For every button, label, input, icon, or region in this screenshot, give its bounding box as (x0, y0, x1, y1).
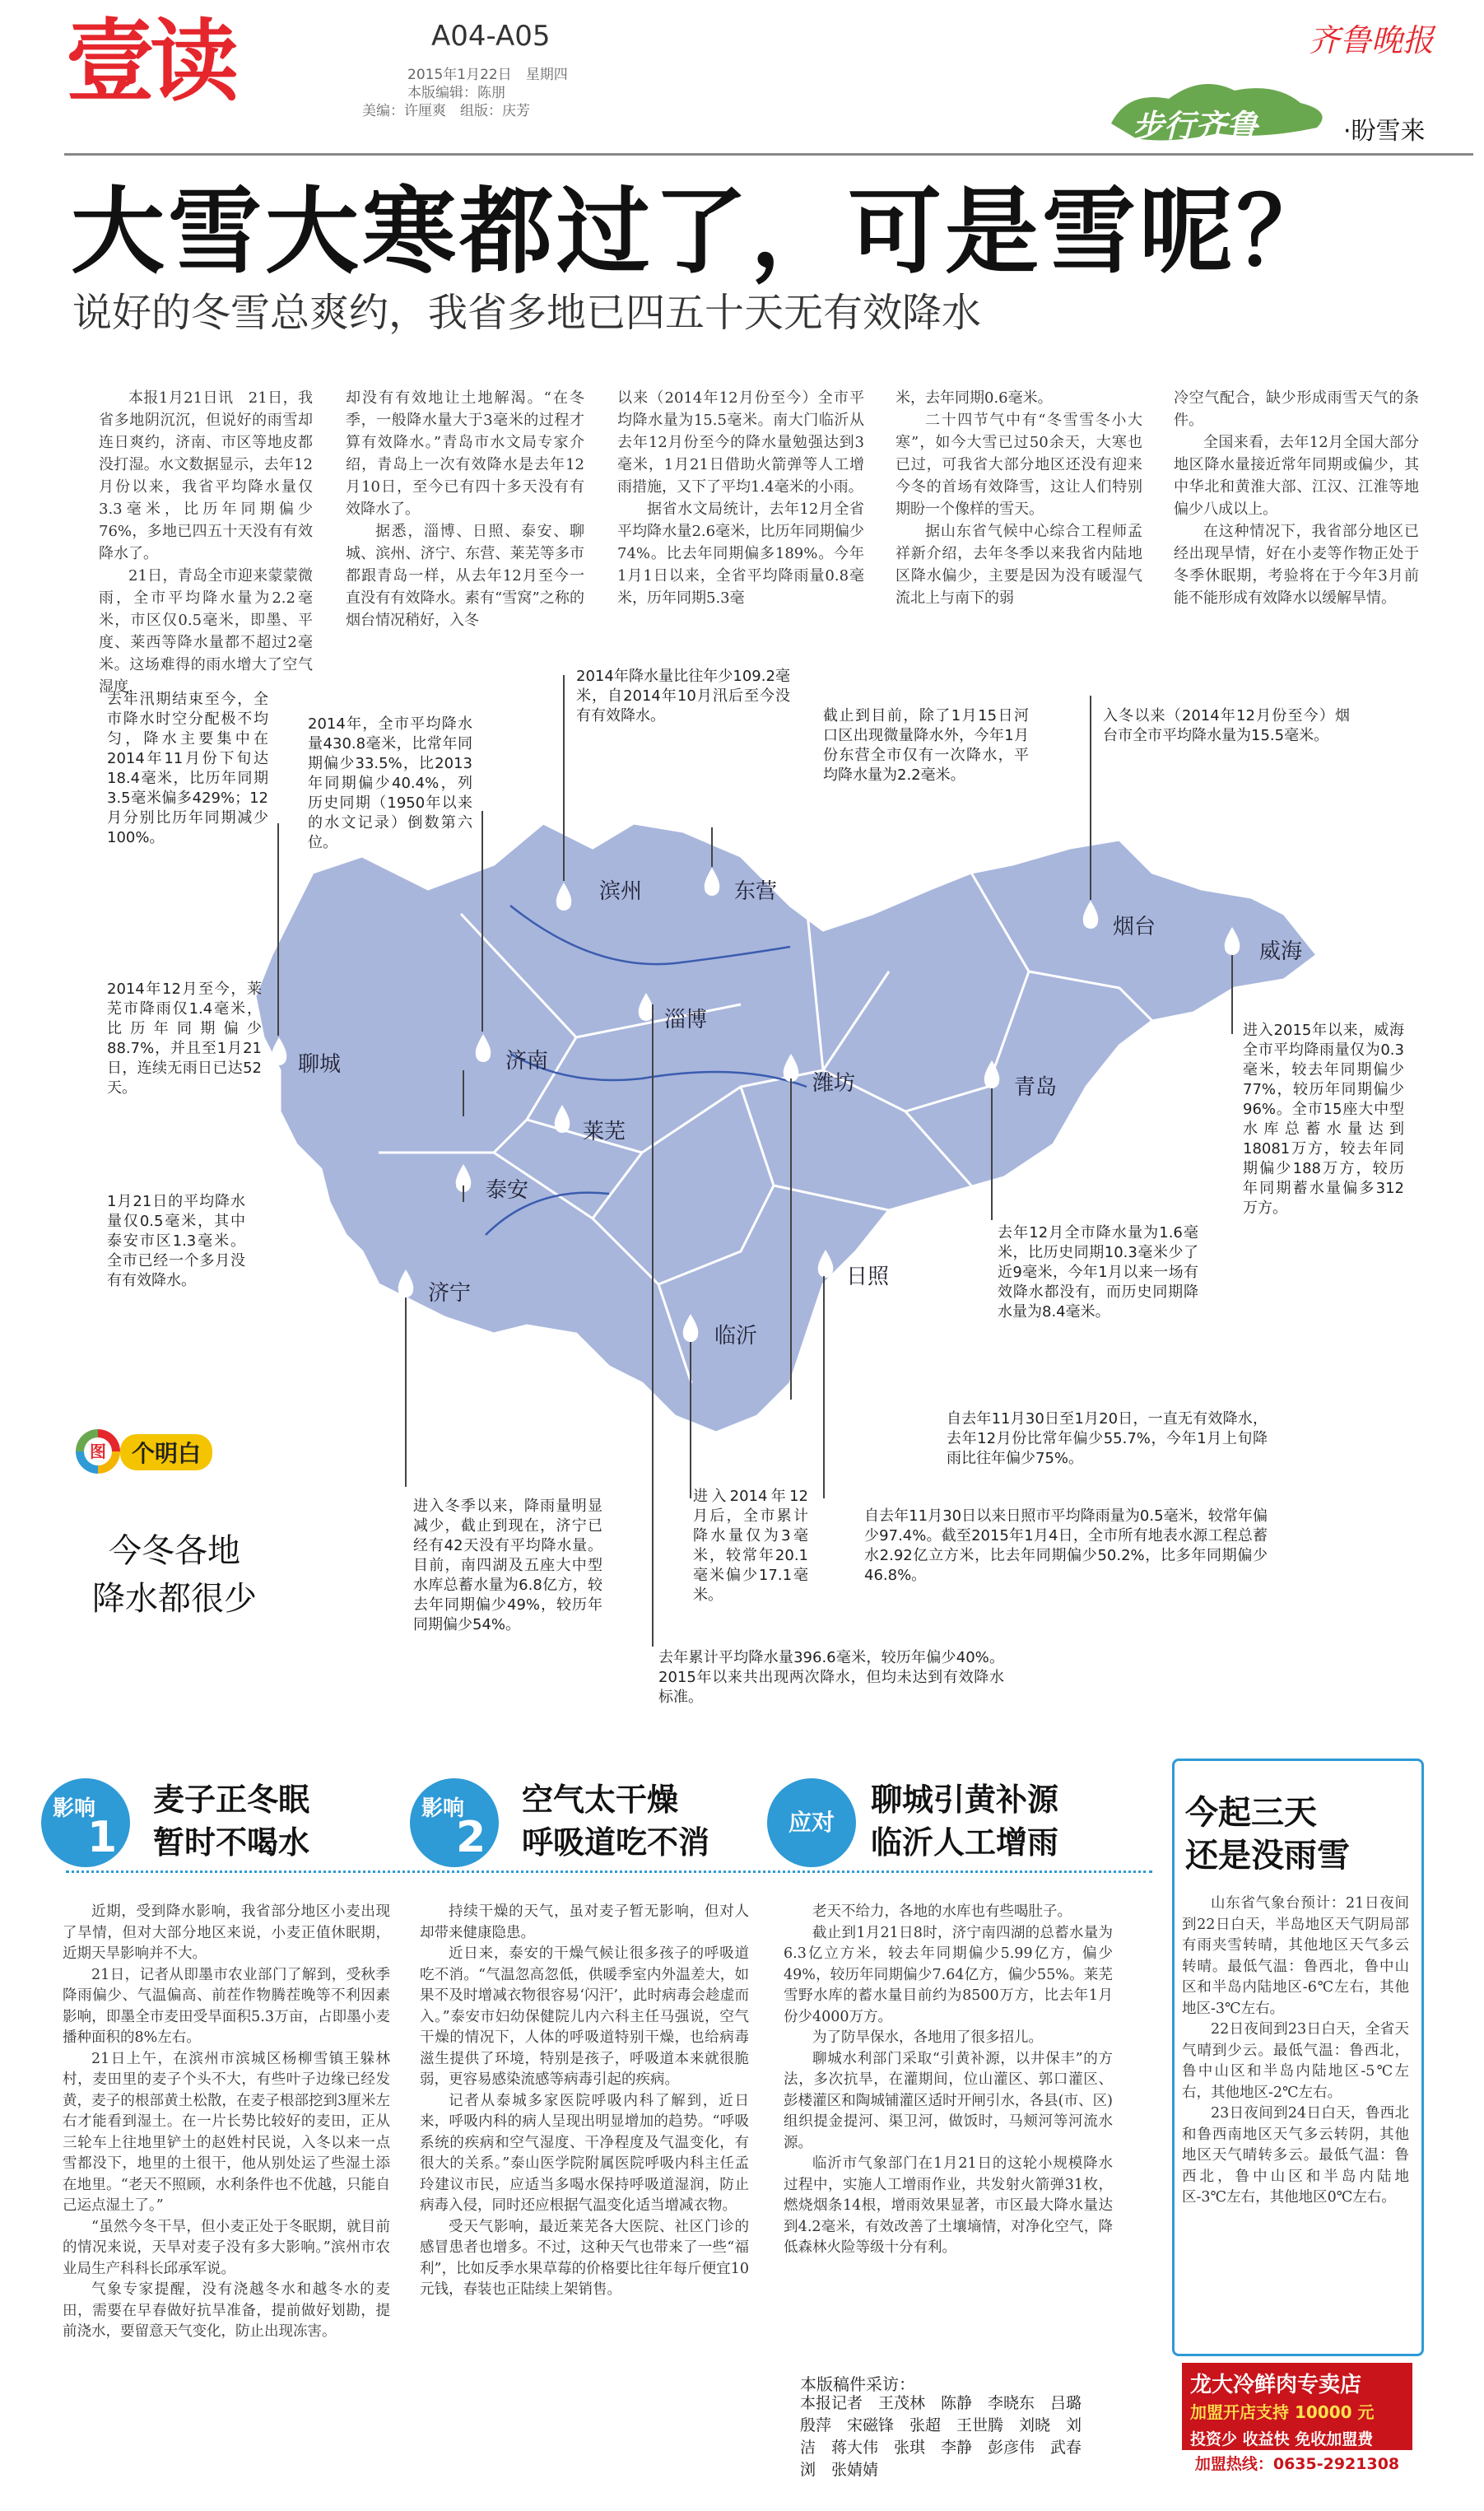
water-drop-icon (1221, 925, 1243, 957)
callout-dongying: 截止到目前，除了1月15日河口区出现微量降水外，今年1月份东营全市仅有一次降水，平均降水量为2.2毫米。 (823, 707, 1029, 784)
title-line: 还是没雨雪 (1185, 1837, 1350, 1875)
ad-line-2: 投资少 收益快 免收加盟费 (1190, 2430, 1374, 2448)
series-logo-text: 步行齐鲁 (1133, 108, 1258, 144)
badge-label: 影响 (421, 1796, 465, 1821)
paragraph: 21日上午，在滨州市滨城区杨柳雪镇王躲林村，麦田里的麦子个头不大，有些叶子边缘已经发黄，麦子的根部黄土松散，在麦子根部挖到3厘米左右才能看到湿土。在一片长势比较好的麦田，正从三轮车上往地里铲土的赵姓村民说，入冬以来一点雪都没下，地里的土很干，他从别处运了些湿土添在地里。“老天不照顾，水利条件也不优越，只能自己运点湿土了。” (63, 2050, 390, 2214)
paragraph: 临沂市气象部门在1月21日的这轮小规模降水过程中，实施人工增雨作业，共发射火箭弹31枚，燃烧烟条14根，增雨效果显著，市区最大降水量达到4.2毫米，有效改善了土壤墒情，对净化空气，降低森林火险等级十分有利。 (784, 2155, 1113, 2256)
paragraph: 聊城水利部门采取“引黄补源，以井保丰”的方法，多次抗旱，在灌期间，位山灌区、郭口灌区、彭楼灌区和陶城铺灌区适时开闸引水，各县(市、区)组织提金提河、渠卫河，做饭时，马颊河等河流水源。 (784, 2050, 1113, 2151)
callout-qingdao: 去年12月全市降水量为1.6毫米，比历史同期10.3毫米少了近9毫米，今年1月以来一场有效降水都没有，而历史同期降水量为8.4毫米。 (998, 1224, 1198, 1321)
section-3-body (784, 1902, 1113, 2259)
leader-line (823, 1276, 825, 1498)
callout-linyi: 进入2014年12月后，全市累计降水量仅为3毫米，较常年20.1毫米偏少17.1毫米。 (693, 1488, 808, 1604)
callout-binzhou: 2014年降水量比往年少109.2毫米，自2014年10月汛后至今没有有效降水。 (576, 668, 790, 724)
city-weihai: 威海 (1259, 939, 1303, 964)
ad-hotline: 加盟热线：0635-2921308 (1182, 2450, 1412, 2478)
city-yantai: 烟台 (1113, 915, 1156, 939)
water-drop-icon (268, 1036, 290, 1067)
response-badge: 应对 (767, 1778, 856, 1867)
section-4-title (1185, 1791, 1350, 1877)
leader-line (690, 1342, 691, 1498)
title-line: 今起三天 (1185, 1794, 1317, 1832)
paragraph: 冷空气配合，缺少形成雨雪天气的条件。 (1174, 389, 1419, 429)
callout-zibo: 去年累计平均降水量396.6毫米，较历年偏少40%。2015年以来共出现两次降水，但均未达到有效降水标准。 (658, 1649, 1004, 1706)
leader-line (481, 811, 483, 1032)
title-line: 暂时不喝水 (153, 1824, 310, 1861)
section-divider (66, 1870, 1152, 1873)
paragraph: 22日夜间到23日白天，全省天气晴到少云。最低气温：鲁西北，鲁中山区和半岛内陆地区-5℃左右，其他地区-2℃左右。 (1182, 2021, 1409, 2101)
brand-logo: 壹读 (66, 11, 235, 114)
paragraph: 为了防旱保水，各地用了很多招儿。 (812, 2029, 1043, 2046)
badge-number: 1 (87, 1813, 118, 1862)
water-drop-icon (472, 1032, 494, 1064)
section-4-body (1182, 1894, 1409, 2209)
paragraph: 老天不给力，各地的水库也有些喝肚子。 (812, 1903, 1072, 1920)
leader-line (652, 1004, 654, 1647)
callout-yantai: 入冬以来（2014年12月份至今）烟台市全市平均降水量为15.5毫米。 (1103, 707, 1350, 744)
paragraph: 截止到1月21日8时，济宁南四湖的总蓄水量为6.3亿立方米，较去年同期偏少5.99亿方，偏少49%，较历年同期偏少7.64亿方，偏少55%。莱芜雪野水库的蓄水量目前约为8500万方，比去年1月份少4000万方。 (784, 1924, 1113, 2025)
leader-line (790, 1078, 792, 1400)
map-caption-2: 降水都很少 (92, 1580, 257, 1618)
title-line: 聊城引黄补源 (871, 1782, 1059, 1818)
leader-line (711, 827, 713, 867)
leader-line (405, 1297, 407, 1487)
paragraph: 二十四节气中有“冬雪雪冬小大寒”，如今大雪已过50余天，大寒也已过，可我省大部分地区还没有迎来今冬的首场有效降雪，这让人们特别期盼一个像样的雪天。 (896, 412, 1142, 518)
city-qingdao: 青岛 (1014, 1075, 1058, 1100)
callout-weifang: 自去年11月30日至1月20日，一直无有效降水，去年12月份比常年偏少55.7%，今年1月上旬降雨比往年偏少75%。 (947, 1410, 1268, 1467)
callout-liaocheng-flood: 去年汛期结束至今，全市降水时空分配极不均匀，降水主要集中在2014年11月份下旬达18.4毫米，比历年同期3.5毫米偏多429%；12月分别比历年同期减少100%。 (107, 691, 268, 846)
city-jinan: 济南 (505, 1049, 549, 1074)
paragraph: 持续干燥的天气，虽对麦子暂无影响，但对人却带来健康隐患。 (420, 1903, 749, 1941)
ad-title: 龙大冷鲜肉专卖店 (1190, 2373, 1362, 2397)
title-line: 临沂人工增雨 (871, 1824, 1059, 1861)
paragraph: 据山东省气候中心综合工程师孟祥新介绍，去年冬季以来我省内陆地区降水偏少，主要是因为没有暖湿气流北上与南下的弱 (896, 523, 1142, 607)
city-jining: 济宁 (428, 1281, 472, 1306)
leader-line (1090, 696, 1091, 900)
issue-date: 2015年1月22日 星期四 (407, 67, 568, 83)
water-drop-icon (815, 1248, 836, 1279)
paragraph: 21日，青岛全市迎来蒙蒙微雨，全市平均降水量为2.2毫米，市区仅0.5毫米，即墨、平度、莱西等降水量都不超过2毫米。这场难得的雨水增大了空气湿度， (99, 567, 313, 696)
paragraph: 记者从泰城多家医院呼吸内科了解到，近日来，呼吸内科的病人呈现出明显增加的趋势。“呼吸系统的疾病和空气湿度、干净程度及气温变化，有很大的关系。”泰山医学院附属医院呼吸内科主任孟玲建议市民，应适当多喝水保持呼吸道湿润，防止病毒入侵，同时还应根据气温变化适当增减衣物。 (420, 2092, 749, 2214)
paragraph: 全国来看，去年12月全国大部分地区降水量接近常年同期或偏少，其中华北和黄淮大部、江汉、江淮等地偏少八成以上。 (1174, 434, 1419, 518)
badge-label: 影响 (53, 1796, 96, 1821)
leader-line (277, 823, 279, 1036)
impact-1-badge (41, 1778, 130, 1867)
water-drop-icon (635, 991, 657, 1023)
callout-jinan: 2014年，全市平均降水量430.8毫米，比常年同期偏少33.5%，比2013年同期偏少40.4%，列历史同期（1950年以来的水文记录）倒数第六位。 (308, 715, 472, 851)
credits: 本报记者 王茂林 陈静 李晓东 吕璐 殷萍 宋磁锋 张超 王世腾 刘晓 刘洁 蒋大伟 张琪 李静 彭彦伟 武春浏 张婧婧 (800, 2394, 1098, 2479)
water-drop-icon (553, 881, 575, 912)
section-2-body (420, 1902, 749, 2301)
callout-laiwu: 2014年12月至今，莱芜市降雨仅1.4毫米，比历年同期偏少88.7%，并且至1月21日，连续无雨日已达52天。 (107, 981, 262, 1097)
map-label-badge: 个明白 (120, 1434, 212, 1470)
callout-rizhao: 自去年11月30日以来日照市平均降雨量为0.5毫米，较常年偏少97.4%。截至2015年1月4日，全市所有地表水源工程总蓄水2.92亿立方米，比去年同期偏少50.2%，比多年同期偏少46.8%。 (864, 1507, 1268, 1584)
paragraph: 近日来，泰安的干燥气候让很多孩子的呼吸道吃不消。“气温忽高忽低，供暖季室内外温差大，如果不及时增减衣物很容易‘闪汗’，此时病毒会趁虚而入。”泰安市妇幼保健院儿内六科主任马强说，空气干燥的情况下，人体的呼吸道特别干燥，也给病毒滋生提供了环境，特别是孩子，呼吸道本来就很脆弱，更容易感染流感等病毒引起的疾病。 (420, 1945, 749, 2088)
city-binzhou: 滨州 (599, 879, 643, 904)
paragraph: 以来（2014年12月份至今）全市平均降水量为15.5毫米。南大门临沂从去年12月份至今的降水量勉强达到3毫米，1月21日借助火箭弹等人工增雨措施，又下了平均1.4毫米的小雨。 (617, 389, 864, 496)
paragraph: 据省水文局统计，去年12月全省平均降水量2.6毫米，比历年同期偏少74%。比去年同期偏多189%。今年1月1日以来，全省平均降雨量0.8毫米，历年同期5.3毫 (617, 501, 864, 607)
design-credit: 美编：许厘爽 组版：庆芳 (362, 103, 530, 119)
water-drop-icon (395, 1268, 416, 1299)
callout-jining: 进入冬季以来，降雨量明显减少，截止到现在，济宁已经有42天没有平均降水量。目前，南四湖及五座大中型水库总蓄水量为6.8亿方，较去年同期偏少49%，较历年同期偏少54%。 (413, 1498, 602, 1633)
title-line: 呼吸道吃不消 (522, 1824, 710, 1861)
ad-line-1: 加盟开店支持 10000 元 (1190, 2402, 1375, 2422)
title-line: 空气太干燥 (522, 1782, 679, 1818)
city-weifang: 潍坊 (812, 1071, 856, 1096)
paragraph: 21日，记者从即墨市农业部门了解到，受秋季降雨偏少、气温偏高、前茬作物腾茬晚等不利因素影响，即墨全市麦田受旱面积5.3万亩，占即墨小麦播种面积的8%左右。 (63, 1966, 390, 2046)
editor-credit: 本版编辑：陈朋 (407, 85, 505, 101)
subheadline: 说好的冬雪总爽约，我省多地已四五十天无有效降水 (72, 290, 982, 336)
leader-line (563, 675, 565, 881)
newspaper-logo: 齐鲁晚报 (1309, 22, 1435, 58)
paragraph: 米，去年同期0.6毫米。 (896, 389, 1053, 407)
page-number: A04-A05 (431, 20, 551, 53)
city-linyi: 临沂 (714, 1324, 758, 1349)
leader-line (1231, 955, 1233, 1034)
city-rizhao: 日照 (846, 1265, 890, 1289)
paragraph: “虽然今冬干旱，但小麦正处于冬眠期，就目前的情况来说，天旱对麦子没有多大影响。”滨州市农业局生产科科长邱承军说。 (63, 2218, 390, 2277)
section-3-title (871, 1778, 1058, 1864)
water-drop-icon (701, 866, 723, 897)
paragraph: 据悉，淄博、日照、泰安、聊城、滨州、济宁、东营、莱芜等多市都跟青岛一样，从去年12月至今一直没有有效降水。素有“雪窝”之称的烟台情况稍好，入冬 (346, 523, 584, 629)
paragraph: 气象专家提醒，没有浇越冬水和越冬水的麦田，需要在早春做好抗旱准备，提前做好划勘，提前浇水，要留意天气变化，防止出现冻害。 (63, 2281, 390, 2340)
paragraph: 山东省气象台预计：21日夜间到22日白天，半岛地区天气阴局部有雨夹雪转晴，其他地区天气多云转晴。最低气温：鲁西北，鲁中山区和半岛内陆地区-6℃左右，其他地区-3℃左右。 (1182, 1895, 1409, 2017)
city-taian: 泰安 (486, 1178, 529, 1203)
leader-line (991, 1088, 993, 1220)
title-line: 麦子正冬眠 (153, 1782, 310, 1818)
series-title: ·盼雪来 (1343, 117, 1426, 146)
city-liaocheng: 聊城 (298, 1052, 342, 1077)
city-zibo: 淄博 (664, 1008, 708, 1032)
leader-line (463, 1186, 464, 1202)
paragraph: 本报1月21日讯 21日，我省多地阴沉沉，但说好的雨雪却连日爽约，济南、市区等地皮都没打湿。水文数据显示，去年12月份以来，我省平均降水量仅3.3毫米，比历年同期偏少76%，多地已四五十天没有有效降水了。 (99, 389, 313, 562)
water-drop-icon (680, 1312, 701, 1344)
paragraph: 23日夜间到24日白天，鲁西北和鲁西南地区天气多云转阴，其他地区天气晴转多云。最低气温：鲁西北，鲁中山区和半岛内陆地区-3℃左右，其他地区0℃左右。 (1182, 2105, 1409, 2206)
leader-line (463, 1070, 464, 1116)
ad-banner[interactable] (1182, 2363, 1412, 2478)
headline: 大雪大寒都过了，可是雪呢？ (71, 177, 1334, 287)
section-1-title (153, 1778, 309, 1864)
section-1-body (63, 1902, 390, 2343)
callout-taian: 1月21日的平均降水量仅0.5毫米，其中泰安市区1.3毫米。全市已经一个多月没有有效降水。 (107, 1193, 245, 1289)
callout-weihai: 进入2015年以来，威海全市平均降雨量仅为0.3毫米，较去年同期偏少77%，较历年同期偏少96%。全市15座大中型水库总蓄水量达到18081万方，较去年同期偏少188万方，较历年同期蓄水量偏多312万方。 (1243, 1022, 1404, 1217)
section-2-title (522, 1778, 709, 1864)
paragraph: 近期，受到降水影响，我省部分地区小麦出现了旱情，但对大部分地区来说，小麦正值休眠期，近期天旱影响并不大。 (63, 1903, 390, 1962)
paragraph: 受天气影响，最近莱芜各大医院、社区门诊的感冒患者也增多。不过，这种天气也带来了一些“福利”，比如反季水果草莓的价格要比往年每斤便宜10元钱，春装也正陆续上架销售。 (420, 2218, 749, 2298)
impact-2-badge (410, 1778, 499, 1867)
badge-number: 2 (456, 1813, 486, 1862)
paragraph: 在这种情况下，我省部分地区已经出现旱情，好在小麦等作物正处于冬季休眠期，考验将在于今年3月前能不能形成有效降水以缓解旱情。 (1174, 523, 1419, 607)
water-drop-icon (1080, 899, 1101, 930)
map-caption-1: 今冬各地 (109, 1532, 240, 1570)
water-drop-icon (551, 1103, 573, 1134)
city-dongying: 东营 (734, 879, 778, 904)
paragraph: 却没有有效地让土地解渴。“在冬季，一般降水量大于3毫米的过程才算有效降水。”青岛市水文局专家介绍，青岛上一次有效降水是去年12月10日，至今已有四十多天没有有效降水了。 (346, 389, 584, 518)
credits-label: 本版稿件采访： (800, 2374, 915, 2394)
water-drop-icon (981, 1059, 1003, 1090)
city-laiwu: 莱芜 (583, 1120, 626, 1144)
tu-icon: 图 (84, 1437, 112, 1465)
